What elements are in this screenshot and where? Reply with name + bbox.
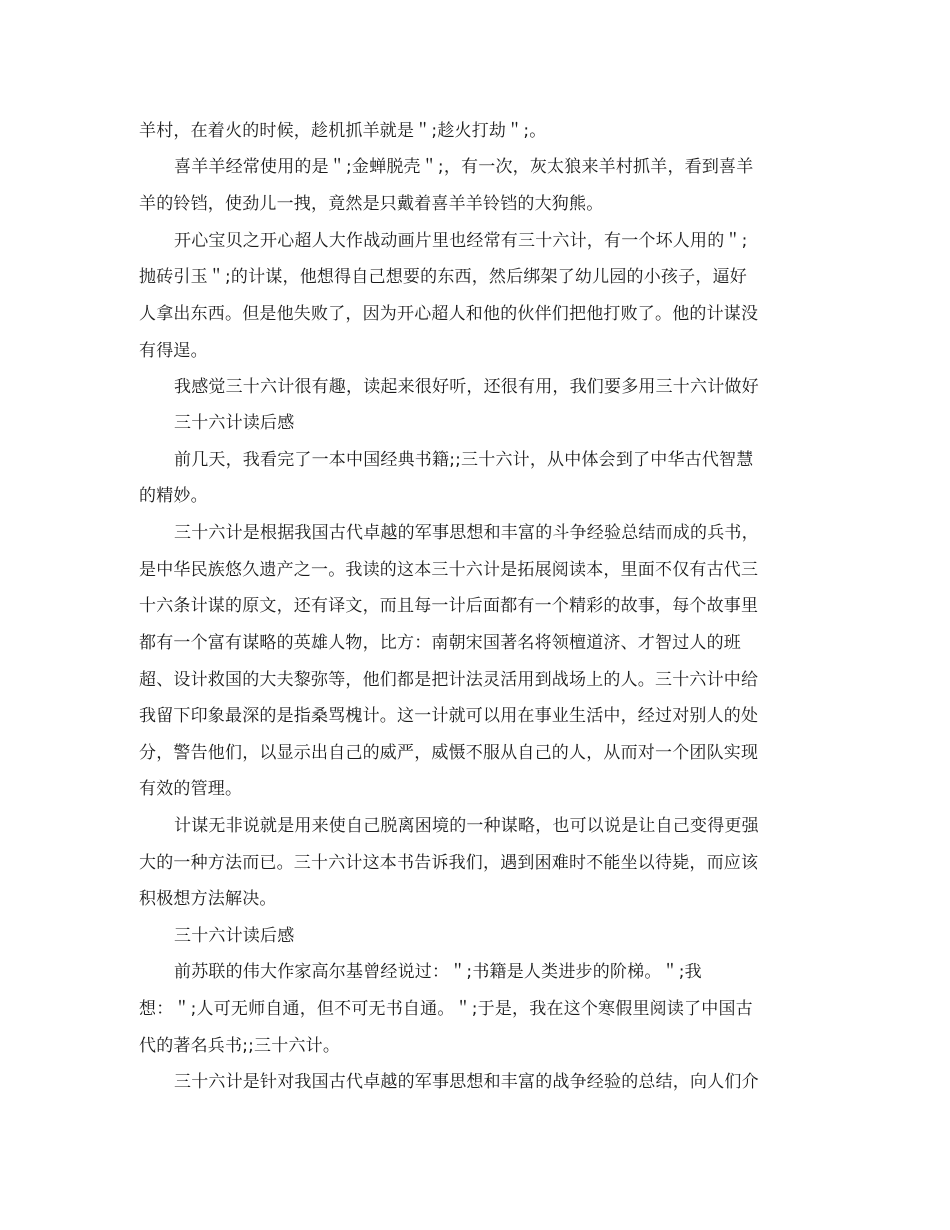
- text-line: 有效的管理。: [139, 779, 243, 799]
- text-line: 有得逞。: [139, 341, 208, 361]
- text-line: 我留下印象最深的是指桑骂槐计。这一计就可以用在事业生活中，经过对别人的处: [139, 706, 759, 726]
- section-heading: 三十六计读后感: [174, 926, 295, 946]
- text-line: 开心宝贝之开心超人大作战动画片里也经常有三十六计，有一个坏人用的＂;: [174, 231, 748, 251]
- text-line: 的精妙。: [139, 486, 208, 506]
- section-heading: 三十六计读后感: [174, 413, 295, 433]
- text-line: 羊的铃铛，使劲儿一拽，竟然是只戴着喜羊羊铃铛的大狗熊。: [139, 194, 604, 214]
- text-line: 超、设计救国的大夫黎弥等，他们都是把计法灵活用到战场上的人。三十六计中给: [139, 670, 759, 690]
- text-line: 三十六计是针对我国古代卓越的军事思想和丰富的战争经验的总结，向人们介: [174, 1072, 759, 1092]
- text-line: 大的一种方法而已。三十六计这本书告诉我们，遇到困难时不能坐以待毙，而应该: [139, 853, 759, 873]
- text-line: 羊村，在着火的时候，趁机抓羊就是＂;趁火打劫＂;。: [139, 121, 547, 141]
- text-line: 代的著名兵书;;三十六计。: [139, 1036, 341, 1056]
- text-line: 我感觉三十六计很有趣，读起来很好听，还很有用，我们要多用三十六计做好: [174, 377, 759, 397]
- text-line: 抛砖引玉＂;的计谋，他想得自己想要的东西，然后绑架了幼儿园的小孩子，逼好: [139, 267, 747, 287]
- text-line: 分，警告他们，以显示出自己的威严，威慑不服从自己的人，从而对一个团队实现: [139, 743, 759, 763]
- text-line: 都有一个富有谋略的英雄人物，比方：南朝宋国著名将领檀道济、才智过人的班: [139, 633, 741, 653]
- text-line: 计谋无非说就是用来使自己脱离困境的一种谋略，也可以说是让自己变得更强: [174, 816, 759, 836]
- text-line: 喜羊羊经常使用的是＂;金蝉脱壳＂;，有一次，灰太狼来羊村抓羊，看到喜羊: [174, 157, 754, 177]
- text-line: 前几天，我看完了一本中国经典书籍;;三十六计，从中体会到了中华古代智慧: [174, 450, 754, 470]
- text-line: 是中华民族悠久遗产之一。我读的这本三十六计是拓展阅读本，里面不仅有古代三: [139, 560, 759, 580]
- text-line: 积极想方法解决。: [139, 889, 277, 909]
- text-line: 三十六计是根据我国古代卓越的军事思想和丰富的斗争经验总结而成的兵书，: [174, 523, 759, 543]
- text-line: 十六条计谋的原文，还有译文，而且每一计后面都有一个精彩的故事，每个故事里: [139, 596, 759, 616]
- text-line: 前苏联的伟大作家高尔基曾经说过：＂;书籍是人类进步的阶梯。＂;我: [174, 962, 702, 982]
- text-line: 想：＂;人可无师自通，但不可无书自通。＂;于是，我在这个寒假里阅读了中国古: [139, 999, 753, 1019]
- text-line: 人拿出东西。但是他失败了，因为开心超人和他的伙伴们把他打败了。他的计谋没: [139, 304, 759, 324]
